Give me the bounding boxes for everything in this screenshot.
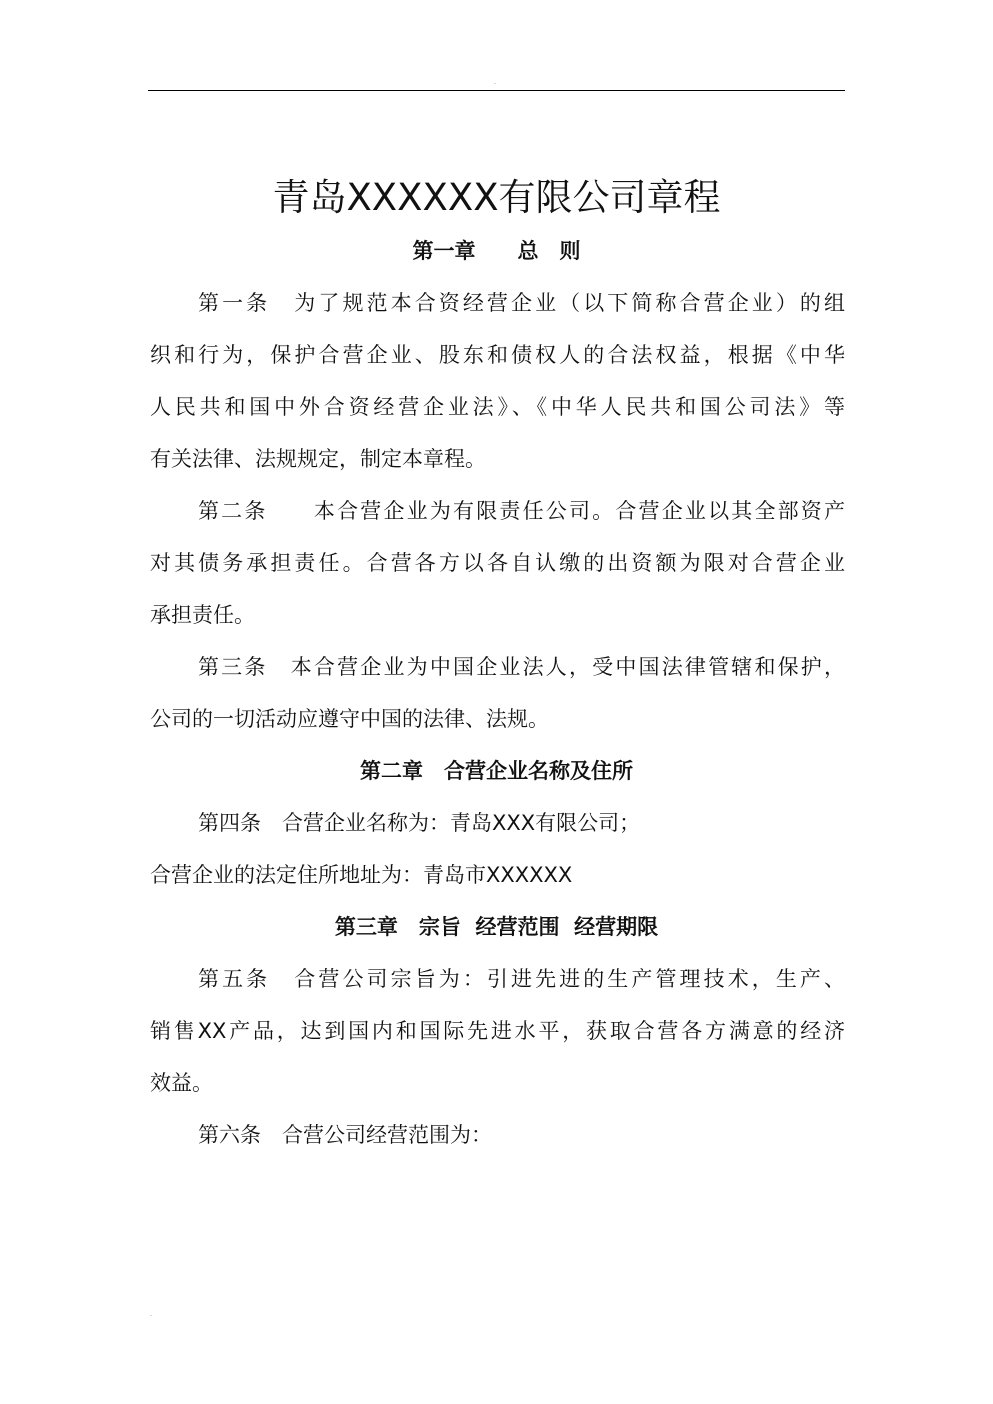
article-1-line-2: 织和行为，保护合营企业、股东和债权人的合法权益，根据《中华 — [150, 343, 845, 367]
chapter-1-heading: 第一章 总 则 — [412, 239, 581, 263]
article-1-line-4: 有关法律、法规规定，制定本章程。 — [150, 447, 486, 471]
chapter-2-heading: 第二章 合营企业名称及住所 — [360, 759, 633, 783]
document-title: 青岛XXXXXX有限公司章程 — [272, 176, 721, 219]
chapter-3-heading: 第三章 宗旨 经营范围 经营期限 — [334, 915, 659, 939]
article-5-line-2: 销售XX产品，达到国内和国际先进水平，获取合营各方满意的经济 — [150, 1019, 845, 1043]
footer-mark: . — [150, 1311, 152, 1318]
article-2-line-2: 对其债务承担责任。合营各方以各自认缴的出资额为限对合营企业 — [150, 551, 845, 575]
article-2-line-1: 第二条 本合营企业为有限责任公司。合营企业以其全部资产 — [198, 499, 845, 523]
article-2-line-3: 承担责任。 — [150, 603, 255, 627]
header-mark: . — [494, 79, 496, 86]
article-3-line-2: 公司的一切活动应遵守中国的法律、法规。 — [150, 707, 549, 731]
header-rule — [148, 90, 845, 91]
article-1-line-1: 第一条 为了规范本合资经营企业（以下简称合营企业）的组 — [198, 291, 845, 315]
article-5-line-1: 第五条 合营公司宗旨为：引进先进的生产管理技术，生产、 — [198, 967, 845, 991]
article-4-line-2: 合营企业的法定住所地址为：青岛市XXXXXX — [150, 863, 573, 887]
article-1-line-3: 人民共和国中外合资经营企业法》、《中华人民共和国公司法》等 — [150, 395, 845, 419]
article-5-line-3: 效益。 — [150, 1071, 213, 1095]
article-3-line-1: 第三条 本合营企业为中国企业法人，受中国法律管辖和保护， — [198, 655, 845, 679]
article-6-line-1: 第六条 合营公司经营范围为： — [198, 1123, 492, 1147]
article-4-line-1: 第四条 合营企业名称为：青岛XXX有限公司； — [198, 811, 641, 835]
